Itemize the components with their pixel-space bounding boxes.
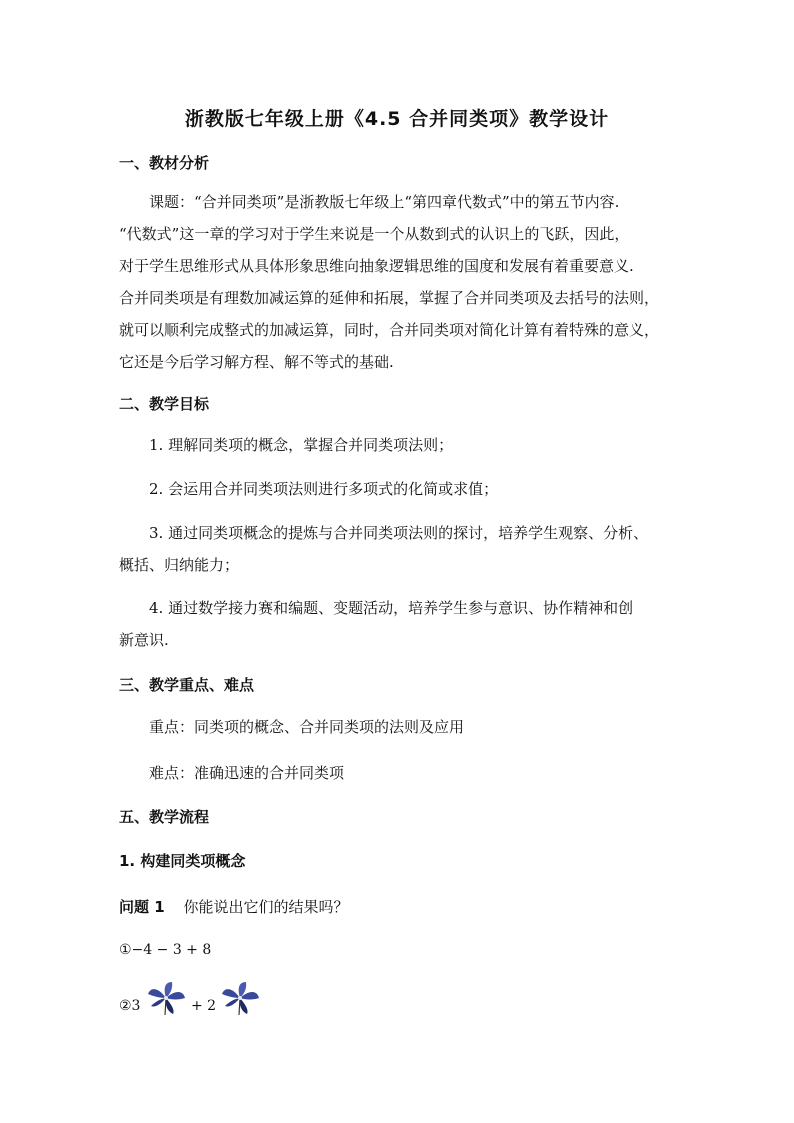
analysis-line-5: 就可以顺利完成整式的加减运算，同时，合并同类项对简化计算有着特殊的意义，	[119, 321, 660, 339]
goal-3-continued: 概括、归纳能力；	[119, 556, 240, 574]
analysis-line-4: 合并同类项是有理数加减运算的延伸和拓展，掌握了合并同类项及去括号的法则，	[119, 289, 660, 307]
flower-icon	[219, 980, 261, 1016]
section-heading-analysis: 一、教材分析	[119, 154, 210, 172]
analysis-line-6: 它还是今后学习解方程、解不等式的基础.	[119, 353, 394, 371]
flower-icon	[145, 980, 187, 1016]
key-point: 重点：同类项的概念、合并同类项的法则及应用	[149, 718, 465, 736]
section-heading-goals: 二、教学目标	[119, 395, 210, 413]
difficulty-point: 难点：准确迅速的合并同类项	[149, 764, 345, 782]
expression-2-prefix: ②3	[119, 998, 141, 1014]
goal-4-continued: 新意识.	[119, 631, 169, 649]
analysis-paragraph	[119, 186, 681, 378]
goal-1: 1. 理解同类项的概念，掌握合并同类项法则；	[149, 436, 454, 454]
goal-3: 3. 通过同类项概念的提炼与合并同类项法则的探讨，培养学生观察、分析、	[149, 524, 649, 542]
section-heading-flow: 五、教学流程	[119, 808, 210, 826]
analysis-line-2: “代数式”这一章的学习对于学生来说是一个从数到式的认识上的飞跃，因此，	[119, 225, 630, 243]
analysis-line-1: 课题：“合并同类项”是浙教版七年级上“第四章代数式”中的第五节内容.	[149, 193, 620, 211]
analysis-line-3: 对于学生思维形式从具体形象思维向抽象逻辑思维的国度和发展有着重要意义.	[119, 257, 634, 275]
expression-1: ①−4 − 3 + 8	[119, 942, 212, 958]
subsection-concept: 1. 构建同类项概念	[119, 852, 246, 870]
question-1	[119, 896, 348, 917]
section-heading-key-points: 三、教学重点、难点	[119, 676, 255, 694]
expression-2-operator: + 2	[191, 998, 217, 1014]
question-1-text: 你能说出它们的结果吗？	[183, 898, 349, 916]
goal-2: 2. 会运用合并同类项法则进行多项式的化简或求值；	[149, 480, 499, 498]
question-1-label: 问题 1	[119, 898, 165, 916]
document-title: 浙教版七年级上册《4.5 合并同类项》教学设计	[184, 108, 610, 130]
goal-4: 4. 通过数学接力赛和编题、变题活动，培养学生参与意识、协作精神和创	[149, 599, 634, 617]
